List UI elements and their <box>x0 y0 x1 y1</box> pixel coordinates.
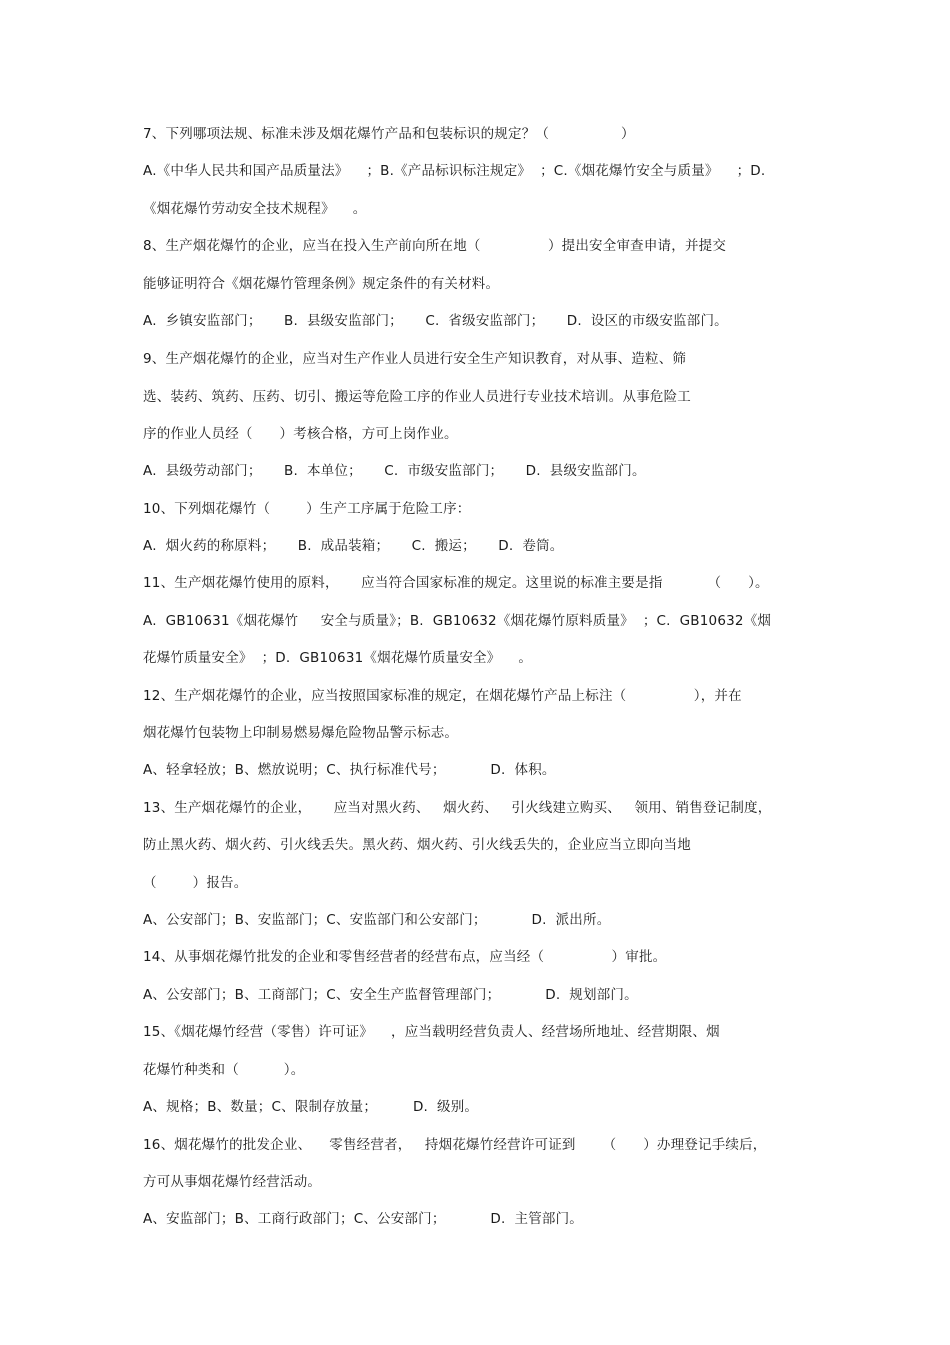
question-10-options: A. 烟火药的称原料； B. 成品装箱； C. 搬运； D. 卷筒。 <box>143 538 564 554</box>
question-12-text: 12、生产烟花爆竹的企业，应当按照国家标准的规定，在烟花爆竹产品上标注（ ），并在 <box>143 688 742 704</box>
question-16-text: 16、烟花爆竹的批发企业、 零售经营者， 持烟花爆竹经营许可证到 （ ）办理登记手续后， <box>143 1137 767 1153</box>
question-15-text-cont: 花爆竹种类和（ ）。 <box>143 1062 305 1078</box>
question-15-text: 15、《烟花爆竹经营（零售）许可证》 ，应当载明经营负责人、经营场所地址、经营期限、烟 <box>143 1024 720 1040</box>
question-8-text-cont: 能够证明符合《烟花爆竹管理条例》规定条件的有关材料。 <box>143 276 500 292</box>
question-15-options: A、规格；B、数量；C、限制存放量； D. 级别。 <box>143 1099 479 1115</box>
question-13-options: A、公安部门；B、安监部门；C、安监部门和公安部门； D. 派出所。 <box>143 912 611 928</box>
question-11-text: 11、生产烟花爆竹使用的原料， 应当符合国家标准的规定。这里说的标准主要是指 （ ）。 <box>143 575 769 591</box>
question-10-text: 10、下列烟花爆竹（ ）生产工序属于危险工序： <box>143 501 471 517</box>
question-11-options: A. GB10631《烟花爆竹 安全与质量》；B. GB10632《烟花爆竹原料质量》 ；C. GB10632《烟 <box>143 613 772 629</box>
question-9-text-cont2: 序的作业人员经（ ）考核合格，方可上岗作业。 <box>143 426 458 442</box>
question-13-text: 13、生产烟花爆竹的企业， 应当对黑火药、 烟火药、 引火线建立购买、 领用、销售登记制度， <box>143 800 772 816</box>
question-9-options: A. 县级劳动部门； B. 本单位； C. 市级安监部门； D. 县级安监部门。 <box>143 463 646 479</box>
question-13-text-cont: 防止黑火药、烟火药、引火线丢失。黑火药、烟火药、引火线丢失的，企业应当立即向当地 <box>143 837 691 853</box>
question-11-options-cont: 花爆竹质量安全》 ；D. GB10631《烟花爆竹质量安全》 。 <box>143 650 533 666</box>
question-9-text-cont: 选、装药、筑药、压药、切引、搬运等危险工序的作业人员进行专业技术培训。从事危险工 <box>143 389 691 405</box>
question-7-options: A.《中华人民共和国产品质量法》 ；B.《产品标识标注规定》 ；C.《烟花爆竹安全与质量》 ；D. <box>143 163 766 179</box>
question-16-options: A、安监部门；B、工商行政部门；C、公安部门； D. 主管部门。 <box>143 1211 584 1227</box>
question-12-text-cont: 烟花爆竹包装物上印制易燃易爆危险物品警示标志。 <box>143 725 459 741</box>
question-12-options: A、轻拿轻放；B、燃放说明；C、执行标准代号； D. 体积。 <box>143 762 556 778</box>
question-8-text: 8、生产烟花爆竹的企业，应当在投入生产前向所在地（ ）提出安全审查申请，并提交 <box>143 238 727 254</box>
question-14-options: A、公安部门；B、工商部门；C、安全生产监督管理部门； D. 规划部门。 <box>143 987 638 1003</box>
question-7-options-cont: 《烟花爆竹劳动安全技术规程》 。 <box>143 201 367 217</box>
question-9-text: 9、生产烟花爆竹的企业，应当对生产作业人员进行安全生产知识教育，对从事、造粒、筛 <box>143 351 687 367</box>
question-16-text-cont: 方可从事烟花爆竹经营活动。 <box>143 1174 322 1190</box>
question-8-options: A. 乡镇安监部门； B. 县级安监部门； C. 省级安监部门； D. 设区的市级安监部门。 <box>143 313 728 329</box>
question-7-text: 7、下列哪项法规、标准未涉及烟花爆竹产品和包装标识的规定？（ ） <box>143 126 635 142</box>
question-14-text: 14、从事烟花爆竹批发的企业和零售经营者的经营布点，应当经（ ）审批。 <box>143 949 667 965</box>
question-13-text-cont2: （ ）报告。 <box>143 875 248 891</box>
